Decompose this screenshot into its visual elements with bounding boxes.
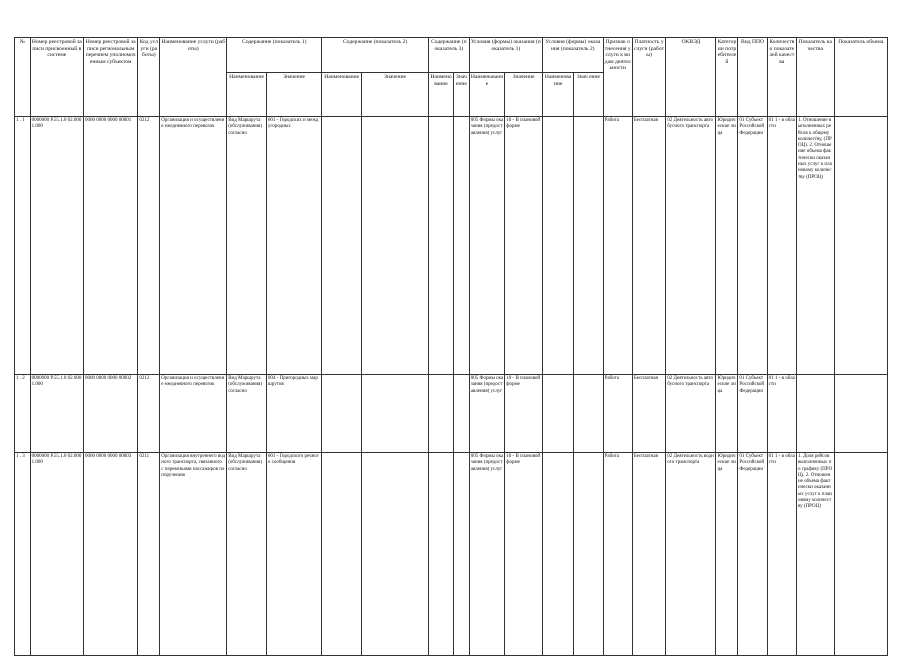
row-number: 1 . 3 bbox=[15, 453, 31, 656]
cond1-value: 10 - В плановой форме bbox=[505, 375, 543, 453]
volume-indicators bbox=[834, 117, 887, 375]
table-row bbox=[15, 375, 888, 453]
table-row bbox=[15, 117, 888, 375]
quality-indicators bbox=[796, 375, 834, 453]
content3-name bbox=[428, 117, 453, 375]
type-ppo: 01 Субъект Российской Федерации bbox=[738, 117, 767, 375]
content1-name: Вид Маршрута (обслуживания) согласно bbox=[227, 117, 267, 375]
col-content2-header: Содержание (показатель 2) bbox=[322, 38, 429, 73]
cond2-value-subheader: Знач ение bbox=[574, 73, 603, 117]
col-reg-number-header: Номер реестровой записи присвоенный в системе bbox=[30, 38, 83, 117]
content2-name-subheader: Наименование bbox=[322, 73, 362, 117]
payability: Бесплатная bbox=[632, 117, 665, 375]
col-consumers-header: Категории потребителей bbox=[716, 38, 738, 117]
service-code: 0211 bbox=[138, 453, 160, 656]
content1-name: Вид Маршрута (обслуживания) согласно bbox=[227, 453, 267, 656]
content2-value bbox=[362, 453, 429, 656]
activity-type: Работа bbox=[603, 375, 632, 453]
col-content3-header: Содержание (показатель 3) bbox=[428, 38, 469, 73]
service-name: Организация и осуществление ежедневного перевозок bbox=[160, 375, 227, 453]
col-no-header: № bbox=[15, 38, 31, 117]
cond1-value: 10 - В плановой форме bbox=[505, 453, 543, 656]
service-code: 0212 bbox=[138, 375, 160, 453]
document-sheet bbox=[14, 37, 888, 656]
col-content1-header: Содержание (показатель 1) bbox=[227, 38, 322, 73]
col-quality-count-header: Количество показателей качества bbox=[767, 38, 796, 117]
cond2-name-subheader: Наименование bbox=[542, 73, 573, 117]
content1-name-subheader: Наименование bbox=[227, 73, 267, 117]
col-activity-header: Признак отнесения услуги к видам деятельности bbox=[603, 38, 632, 117]
content3-name bbox=[428, 453, 453, 656]
cond2-name bbox=[542, 375, 573, 453]
quality-count: 01 1 - в области bbox=[767, 375, 796, 453]
cond1-name: 005 Формы оказания (предоставления) услуг bbox=[469, 453, 505, 656]
col-service-code-header: Код услуги (работы) bbox=[138, 38, 160, 117]
content3-name-subheader: Наименование bbox=[428, 73, 453, 117]
services-registry-table bbox=[14, 37, 888, 656]
content1-name: Вид Маршрута (обслуживания) согласно bbox=[227, 375, 267, 453]
type-ppo: 01 Субъект Российской Федерации bbox=[738, 375, 767, 453]
reg-number-subject: 0000 0000 0000 00003 bbox=[83, 453, 137, 656]
type-ppo: 01 Субъект Российской Федерации bbox=[738, 453, 767, 656]
content2-name bbox=[322, 375, 362, 453]
content3-value bbox=[454, 453, 470, 656]
content2-value bbox=[362, 117, 429, 375]
reg-number-subject: 0000 0000 0000 00001 bbox=[83, 117, 137, 375]
activity-type: Работа bbox=[603, 453, 632, 656]
content2-value bbox=[362, 375, 429, 453]
col-okved-header: ОКВЭД bbox=[666, 38, 716, 117]
consumers: Юридические лица bbox=[716, 117, 738, 375]
reg-number-subject: 0000 0000 0000 00002 bbox=[83, 375, 137, 453]
content3-value bbox=[454, 117, 470, 375]
row-number: 1 . 2 bbox=[15, 375, 31, 453]
cond1-value-subheader: Значение bbox=[505, 73, 543, 117]
reg-number: 0000000 Р.55.1.0 02.0001.000 bbox=[30, 453, 83, 656]
header-row-1 bbox=[15, 38, 888, 73]
payability: Бесплатная bbox=[632, 453, 665, 656]
quality-count: 01 1 - в области bbox=[767, 453, 796, 656]
consumers: Юридические лица bbox=[716, 375, 738, 453]
content2-value-subheader: Значение bbox=[362, 73, 429, 117]
quality-indicators: 1. Отношение выполненных рейсов к общему количеству, (ПРОЦ). 2. Отношение объема фактически оказанных услуг к плановому количеству (ПРОЦ) bbox=[796, 117, 834, 375]
cond1-name-subheader: Наименование bbox=[469, 73, 505, 117]
volume-indicators bbox=[834, 453, 887, 656]
cond1-name: 005 Формы оказания (предоставления) услуг bbox=[469, 117, 505, 375]
cond2-value bbox=[574, 117, 603, 375]
service-name: Организация и осуществление ежедневного перевозок bbox=[160, 117, 227, 375]
reg-number: 0000000 Р.55.1.0 02.0001.000 bbox=[30, 117, 83, 375]
content2-name bbox=[322, 117, 362, 375]
cond1-name: 005 Формы оказания (предоставления) услуг bbox=[469, 375, 505, 453]
payability: Бесплатная bbox=[632, 375, 665, 453]
col-quality-header: Показатель качества bbox=[796, 38, 834, 117]
service-code: 0212 bbox=[138, 117, 160, 375]
content1-value: 004 - Пригородных маршрутов bbox=[266, 375, 321, 453]
consumers: Юридические лица bbox=[716, 453, 738, 656]
col-ppo-header: Вид ППО bbox=[738, 38, 767, 117]
col-volume-header: Показатель объема bbox=[834, 38, 887, 117]
col-service-name-header: Наименование услуги (работы) bbox=[160, 38, 227, 117]
cond2-value bbox=[574, 453, 603, 656]
quality-count: 01 1 - в области bbox=[767, 117, 796, 375]
content2-name bbox=[322, 453, 362, 656]
cond2-name bbox=[542, 453, 573, 656]
activity-type: Работа bbox=[603, 117, 632, 375]
content3-value bbox=[454, 375, 470, 453]
col-cond2-header: Условия (формы) оказания (показатель 2) bbox=[542, 38, 603, 73]
okved: 02 Деятельность автобусного транспорта bbox=[666, 117, 716, 375]
content3-name bbox=[428, 375, 453, 453]
cond2-value bbox=[574, 375, 603, 453]
row-number: 1 . 1 bbox=[15, 117, 31, 375]
quality-indicators: 1. Доля рейсов выполненных по графику (ПРОЦ). 2. Отношение объема фактически оказанных услуг к плановому количеству (ПРОЦ) bbox=[796, 453, 834, 656]
okved: 02 Деятельность водного транспорта bbox=[666, 453, 716, 656]
content1-value-subheader: Значение bbox=[266, 73, 321, 117]
col-payability-header: Платность услуги (работы) bbox=[632, 38, 665, 117]
okved: 02 Деятельность автобусного транспорта bbox=[666, 375, 716, 453]
table-row bbox=[15, 453, 888, 656]
content1-value: 001 - Городского речного сообщения bbox=[266, 453, 321, 656]
content3-value-subheader: Знач ение bbox=[454, 73, 470, 117]
cond1-value: 10 - В плановой форме bbox=[505, 117, 543, 375]
content1-value: 001 - Городских и междугородных bbox=[266, 117, 321, 375]
col-cond1-header: Условия (формы) оказания (показатель 1) bbox=[469, 38, 542, 73]
cond2-name bbox=[542, 117, 573, 375]
col-reg-subject-header: Номер реестровой записи региональным перечнем уполномоченным субъектом bbox=[83, 38, 137, 117]
reg-number: 0000000 Р.55.1.0 02.0001.000 bbox=[30, 375, 83, 453]
volume-indicators bbox=[834, 375, 887, 453]
service-name: Организация внутреннего водного транспорта, связанного с перевозками пассажиров по поручению bbox=[160, 453, 227, 656]
